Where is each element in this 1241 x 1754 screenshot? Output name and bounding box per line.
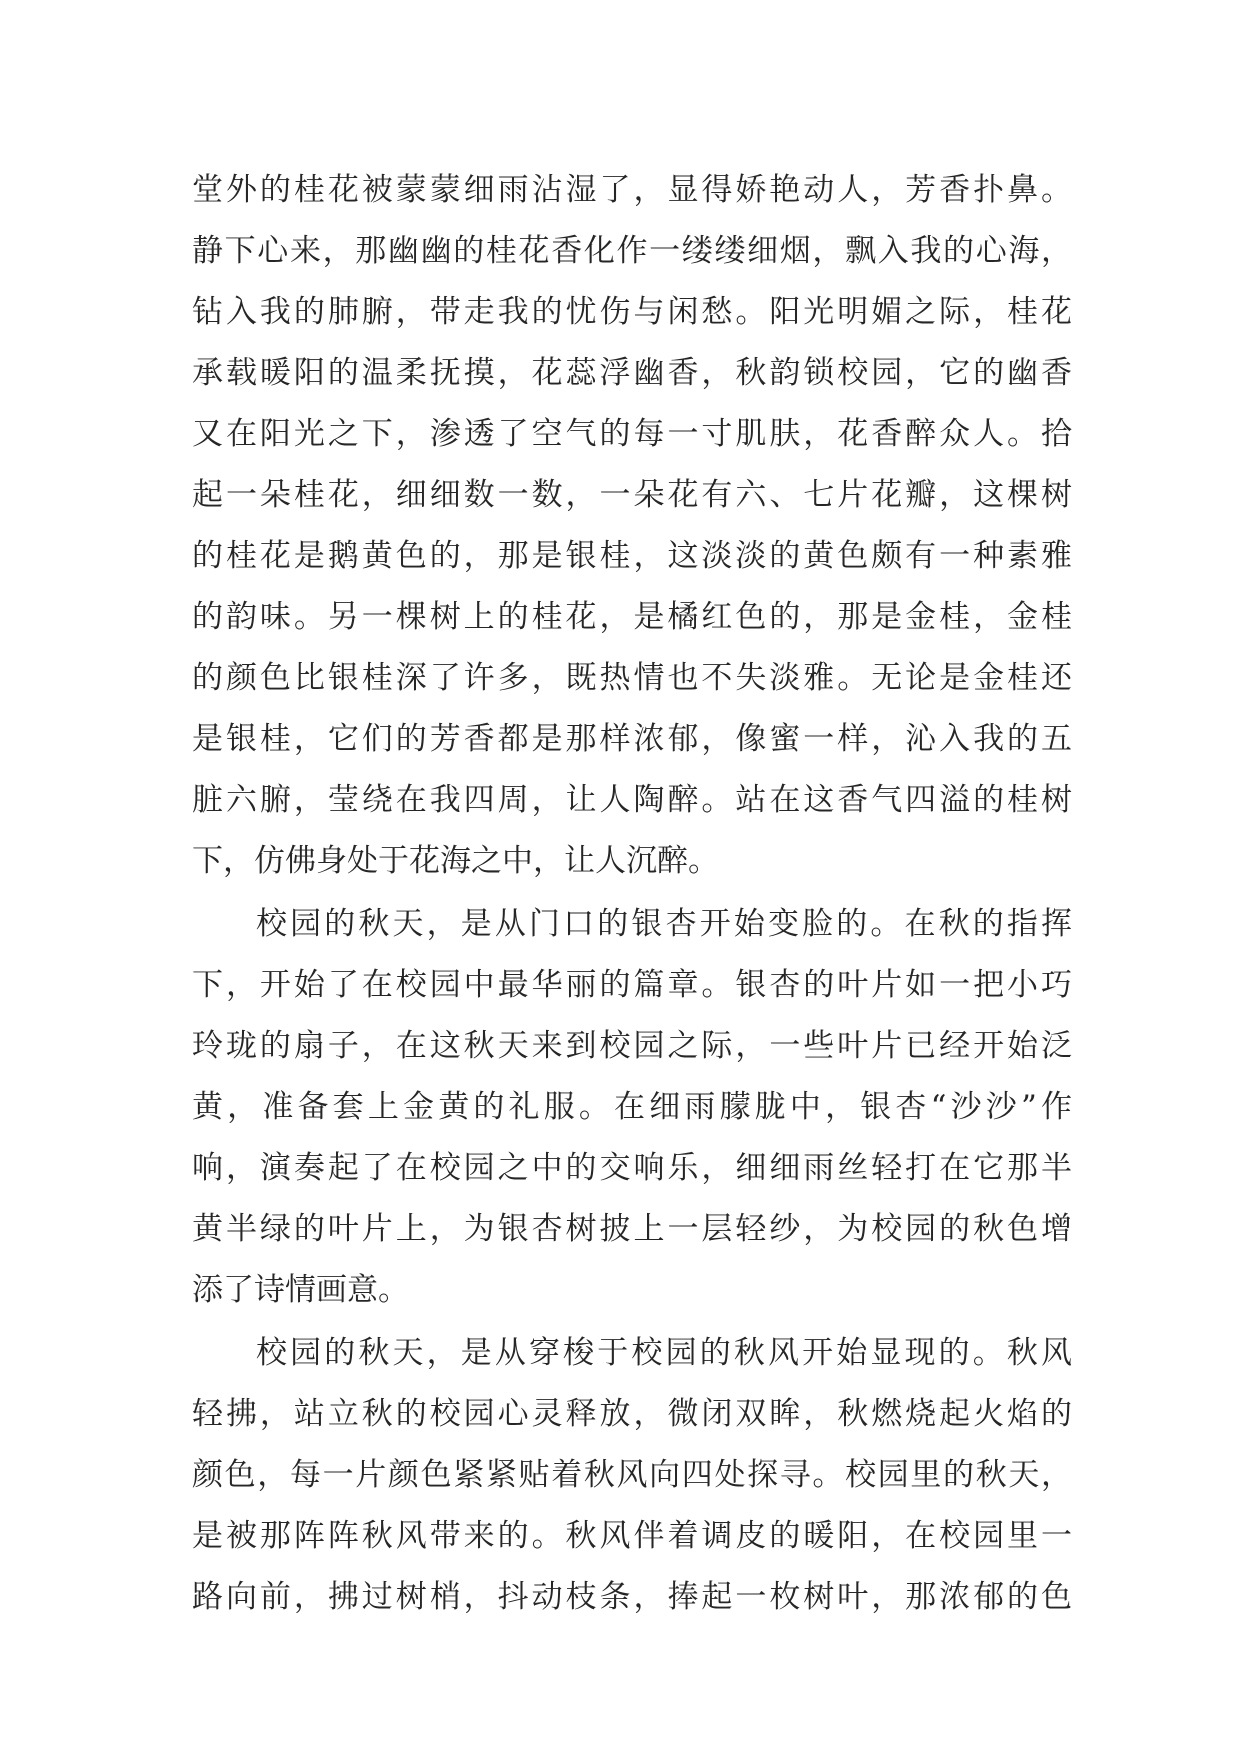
- paragraph-1-line-1: 堂外的桂花被蒙蒙细雨沾湿了，显得娇艳动人，芳香扑鼻。: [192, 172, 1072, 208]
- paragraph-3-line-4: 是被那阵阵秋风带来的。秋风伴着调皮的暖阳，在校园里一: [192, 1518, 1072, 1554]
- document-body: [192, 160, 1072, 1628]
- paragraph-3-line-5: 路向前，拂过树梢，抖动枝条，捧起一枚树叶，那浓郁的色: [192, 1579, 1072, 1615]
- paragraph-3-line-1: 校园的秋天，是从穿梭于校园的秋风开始显现的。秋风: [256, 1335, 1072, 1371]
- paragraph-1-line-7: 的桂花是鹅黄色的，那是银桂，这淡淡的黄色颇有一种素雅: [192, 538, 1072, 574]
- paragraph-1-line-9: 的颜色比银桂深了许多，既热情也不失淡雅。无论是金桂还: [192, 660, 1072, 696]
- paragraph-1-line-12: 下，仿佛身处于花海之中，让人沉醉。: [192, 843, 719, 879]
- paragraph-2-line-4: 黄，准备套上金黄的礼服。在细雨朦胧中，银杏“沙沙”作: [192, 1089, 1072, 1125]
- paragraph-2-line-2: 下，开始了在校园中最华丽的篇章。银杏的叶片如一把小巧: [192, 967, 1072, 1003]
- paragraph-1-line-3: 钻入我的肺腑，带走我的忧伤与闲愁。阳光明媚之际，桂花: [192, 294, 1072, 330]
- paragraph-2-line-3: 玲珑的扇子，在这秋天来到校园之际，一些叶片已经开始泛: [192, 1028, 1072, 1064]
- paragraph-1-line-5: 又在阳光之下，渗透了空气的每一寸肌肤，花香醉众人。拾: [192, 416, 1072, 452]
- paragraph-2-line-1: 校园的秋天，是从门口的银杏开始变脸的。在秋的指挥: [256, 906, 1072, 942]
- paragraph-3-line-2: 轻拂，站立秋的校园心灵释放，微闭双眸，秋燃烧起火焰的: [192, 1396, 1072, 1432]
- paragraph-1-line-10: 是银桂，它们的芳香都是那样浓郁，像蜜一样，沁入我的五: [192, 721, 1072, 757]
- paragraph-2-line-6: 黄半绿的叶片上，为银杏树披上一层轻纱，为校园的秋色增: [192, 1211, 1072, 1247]
- paragraph-2-line-5: 响，演奏起了在校园之中的交响乐，细细雨丝轻打在它那半: [192, 1150, 1072, 1186]
- paragraph-1-line-6: 起一朵桂花，细细数一数，一朵花有六、七片花瓣，这棵树: [192, 477, 1072, 513]
- paragraph-1-line-4: 承载暖阳的温柔抚摸，花蕊浮幽香，秋韵锁校园，它的幽香: [192, 355, 1072, 391]
- paragraph-3-line-3: 颜色，每一片颜色紧紧贴着秋风向四处探寻。校园里的秋天，: [192, 1457, 1072, 1493]
- paragraph-1-line-11: 脏六腑，莹绕在我四周，让人陶醉。站在这香气四溢的桂树: [192, 782, 1072, 818]
- paragraph-1-line-2: 静下心来，那幽幽的桂花香化作一缕缕细烟，飘入我的心海，: [192, 233, 1072, 269]
- paragraph-2-line-7: 添了诗情画意。: [192, 1272, 409, 1308]
- paragraph-1-line-8: 的韵味。另一棵树上的桂花，是橘红色的，那是金桂，金桂: [192, 599, 1072, 635]
